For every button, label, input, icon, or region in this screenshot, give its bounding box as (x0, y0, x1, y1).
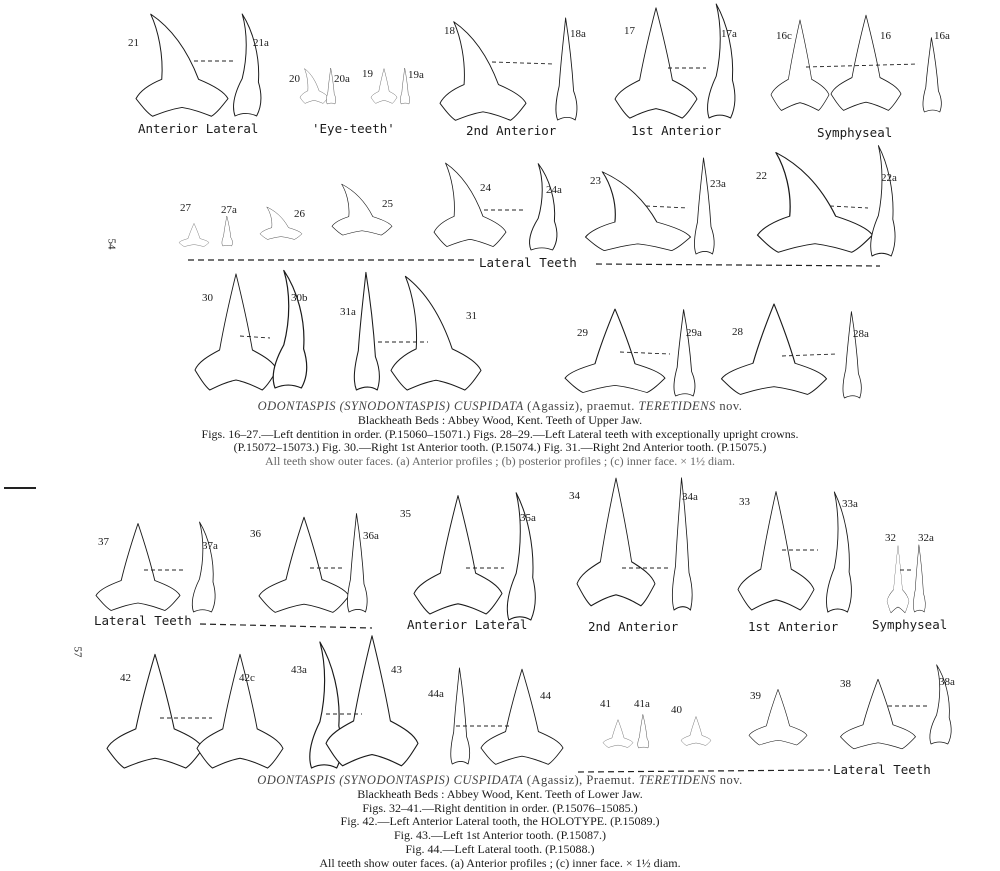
figure-number: 43 (391, 664, 402, 676)
figure-number: 41 (600, 698, 611, 710)
page-number-upper: 54 (105, 238, 118, 250)
caption-title: ODONTASPIS (SYNODONTASPIS) CUSPIDATA (Agassiz), praemut. TERETIDENS nov. (257, 399, 743, 413)
figure-number: 27 (180, 202, 191, 214)
figure-number: 32a (918, 532, 934, 544)
figure-number: 44 (540, 690, 551, 702)
margin-rule (4, 487, 36, 489)
figure-number: 37 (98, 536, 109, 548)
figure-number: 39 (750, 690, 761, 702)
figure-number: 20a (334, 73, 350, 85)
upper-plate-caption (0, 400, 1000, 469)
figure-number: 42c (239, 672, 255, 684)
figure-number: 16 (880, 30, 891, 42)
page-number-lower: 57 (71, 646, 84, 658)
figure-number: 30 (202, 292, 213, 304)
lower-plate-caption (0, 774, 1000, 871)
caption-line: All teeth show outer faces. (a) Anterior profiles ; (c) inner face. × 1½ diam. (319, 855, 681, 870)
caption-line: Blackheath Beds : Abbey Wood, Kent. Teeth of Lower Jaw. (357, 786, 643, 801)
figure-number: 36a (363, 530, 379, 542)
group-label-anterior-lateral: Anterior Lateral (407, 617, 528, 632)
figure-number: 29a (686, 327, 702, 339)
caption-line: Figs. 32–41.—Right dentition in order. (P.15076–15085.) (362, 800, 638, 815)
figure-number: 24 (480, 182, 491, 194)
figure-number: 21 (128, 37, 139, 49)
group-label-lateral-teeth: Lateral Teeth (94, 613, 192, 628)
caption-line: Fig. 43.—Left 1st Anterior tooth. (P.15087.) (394, 828, 606, 843)
caption-line: All teeth show outer faces. (a) Anterior profiles ; (b) posterior profiles ; (c) inner face. × 1½ diam. (265, 454, 735, 469)
figure-number: 23 (590, 175, 601, 187)
figure-number: 42 (120, 672, 131, 684)
group-label-first-anterior: 1st Anterior (748, 619, 839, 634)
caption-line: Blackheath Beds : Abbey Wood, Kent. Teeth of Upper Jaw. (357, 412, 643, 427)
caption-line: Figs. 16–27.—Left dentition in order. (P.15060–15071.) Figs. 28–29.—Left Lateral teeth with exceptionally upright crowns. (201, 426, 799, 441)
figure-number: 30b (291, 292, 308, 304)
caption-line: Fig. 42.—Left Anterior Lateral tooth, the HOLOTYPE. (P.15089.) (340, 814, 660, 829)
figure-number: 32 (885, 532, 896, 544)
figure-number: 26 (294, 208, 305, 220)
group-label-symphyseal: Symphyseal (872, 617, 948, 632)
figure-number: 25 (382, 198, 393, 210)
figure-number: 18a (570, 28, 586, 40)
figure-number: 35 (400, 508, 411, 520)
figure-number: 24a (546, 184, 562, 196)
group-label-first-anterior: 1st Anterior (631, 123, 722, 138)
caption-line: (P.15072–15073.) Fig. 30.—Right 1st Anterior tooth. (P.15074.) Fig. 31.—Right 2nd Anterior tooth. (P.15075.) (233, 440, 767, 455)
figure-number: 17 (624, 25, 635, 37)
figure-number: 20 (289, 73, 300, 85)
figure-number: 16c (776, 30, 792, 42)
figure-number: 43a (291, 664, 307, 676)
figure-number: 33 (739, 496, 750, 508)
figure-number: 44a (428, 688, 444, 700)
figure-number: 41a (634, 698, 650, 710)
caption-line: Fig. 44.—Left Lateral tooth. (P.15088.) (405, 841, 595, 856)
figure-number: 40 (671, 704, 682, 716)
figure-number: 22 (756, 170, 767, 182)
figure-number: 36 (250, 528, 261, 540)
group-label-symphyseal: Symphyseal (817, 125, 893, 140)
figure-number: 23a (710, 178, 726, 190)
group-label-second-anterior: 2nd Anterior (466, 123, 557, 138)
figure-number: 34 (569, 490, 580, 502)
figure-number: 37a (202, 540, 218, 552)
figure-number: 19a (408, 69, 424, 81)
figure-number: 21a (253, 37, 269, 49)
figure-number: 19 (362, 68, 373, 80)
figure-number: 38 (840, 678, 851, 690)
figure-number: 22a (881, 172, 897, 184)
group-label-lateral-teeth-2: Lateral Teeth (833, 762, 931, 777)
figure-number: 31 (466, 310, 477, 322)
group-label-second-anterior: 2nd Anterior (588, 619, 679, 634)
figure-number: 18 (444, 25, 455, 37)
figure-number: 28a (853, 328, 869, 340)
caption-title: ODONTASPIS (SYNODONTASPIS) CUSPIDATA (Agassiz), Praemut. TERETIDENS nov. (257, 773, 743, 787)
figure-number: 35a (520, 512, 536, 524)
group-label-anterior-lateral: Anterior Lateral (138, 121, 259, 136)
figure-number: 33a (842, 498, 858, 510)
figure-number: 28 (732, 326, 743, 338)
figure-number: 16a (934, 30, 950, 42)
figure-number: 17a (721, 28, 737, 40)
figure-number: 31a (340, 306, 356, 318)
group-label-eye-teeth: 'Eye-teeth' (312, 121, 395, 136)
figure-number: 34a (682, 491, 698, 503)
figure-number: 29 (577, 327, 588, 339)
figure-number: 38a (939, 676, 955, 688)
figure-number: 27a (221, 204, 237, 216)
group-label-lateral-teeth: Lateral Teeth (479, 255, 577, 270)
